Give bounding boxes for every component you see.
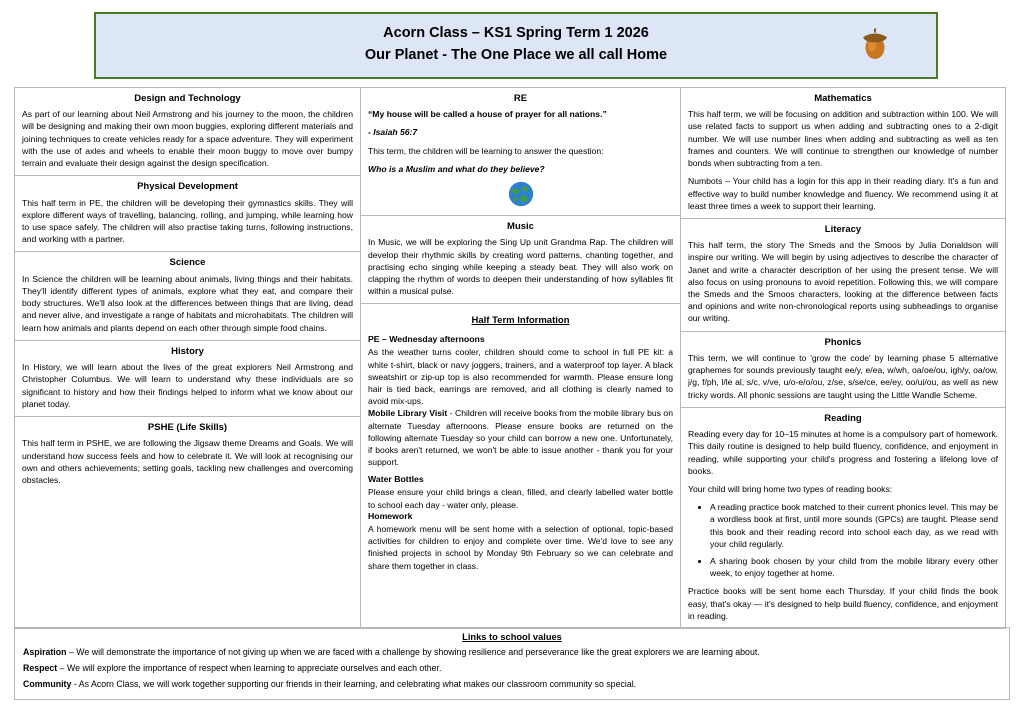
acorn-icon [856,23,894,63]
section-mathematics [680,87,1006,219]
half-term-item-mobile-library [368,407,673,468]
section-body: This half term, we will be focusing on addition and subtraction within 100. We will use related facts to support us when adding and subtracting ones to a 2-digit number. We will use number lines when adding and subtracting as well as ten frames and counters. We will continue to strengthen our knowledge of number bonds when subtracting from a ten. [688,109,998,169]
item-title: Water Bottles [368,474,424,485]
section-reading [680,407,1006,629]
item-body: - Children will receive books from the mobile library bus on alternate Tuesday afternoons. Please ensure books are returned on the following alternate Tuesday so your child can borrow a new one. Unfortunately, if books aren't returned, we won't be able to issue another - thank you for your support. [368,408,673,468]
section-heading: Literacy [824,223,862,235]
half-term-item-water-bottles [368,474,673,510]
section-heading: Reading [824,412,862,424]
list-item: • A sharing book chosen by your child from the mobile library every other week, to enjoy together at home. [710,555,998,579]
value-name: Community [23,678,72,689]
section-body: This half term, the story The Smeds and the Smoos by Julia Donaldson will inspire our writing. We will begin by using adjectives to describe the character of Janet and write a character description of her using the present tense. We will also focus on using pronouns to avoid repetition. Following this, we will compare the Smeds and the Smoos characters, looking at the difference between facts and opinions and write non-chronological reports using subheadings to organise our writing. [688,240,998,324]
re-question: Who is a Muslim and what do they believe? [368,163,545,174]
item-title: Mobile Library Visit [368,408,448,419]
half-term-item-pe [368,334,673,407]
half-term-title: Half Term Information [471,315,570,327]
section-body: This term, we will continue to 'grow the code' by learning phase 5 alternative graphemes for sounds previously taught ee/y, e/ea, w/wh, oa/oe/ou, igh/y, oa/ow, j/g, f/ph, l/le al, s/c, v/ve, u/o-e/o/ou, z/se, s/se/ce, ee/ey, oo/ui/ou, as well as new tricky words. All phonic sessions are taught using the Little Wandle Scheme. [688,353,998,400]
content-grid [14,87,1010,628]
item-body: Please ensure your child brings a clean, filled, and clearly labelled water bottle to school each day - water only, please. [368,487,673,510]
section-body: In Science the children will be learning about animals, living things and their habitats. They'll identify different types of animals, explore what they eat, and compare their body structures. We'll also look at the differences between things that are living, dead and never alive, and investigate a range of habitats and microhabitats. The children will learn how animals and plants depend on each other through simple food chains. [22,273,353,333]
middle-column [361,87,681,628]
section-pshe [14,416,361,629]
section-body: As part of our learning about Neil Armstrong and his journey to the moon, the children will be designing and making their own moon buggies, exploring different materials and joining techniques to create vehicles ready for a space adventure. They will experiment with the use of axles and wheels to enable their moon buggy to move over bumpy terrain and evaluate their design against the design specification. [22,109,353,169]
section-physical-development [14,175,361,252]
value-respect [23,662,1001,675]
section-heading: Music [507,221,534,233]
item-title: PE – Wednesday afternoons [368,334,485,345]
header-banner [94,12,938,79]
re-verse: “My house will be called a house of prayer for all nations.” [368,109,607,120]
section-re [360,87,681,216]
section-heading: Science [169,257,206,269]
section-music [360,215,681,304]
section-heading: History [171,345,204,357]
section-heading: Design and Technology [134,92,241,104]
section-heading: RE [513,92,528,104]
item-title: Homework [368,510,413,521]
value-text: – We will demonstrate the importance of not giving up when we are faced with a challenge by showing resilience and perseverance like the great explorers we are learning about. [66,647,760,658]
reading-book-list [688,501,998,579]
value-name: Aspiration [23,647,67,658]
section-body-numbots: Numbots – Your child has a login for this app in their reading diary. It's a fun and effective way to build number knowledge and fluency. We recommend using it at least three times a week to support their learning. [688,176,998,211]
section-phonics [680,331,1006,408]
footer-title: Links to school values [462,632,562,643]
section-body: Reading every day for 10–15 minutes at home is a compulsory part of homework. This daily routine is designed to help build fluency, confidence, and enjoyment in reading, while supporting your child's progress and fostering a lifelong love of books. [688,429,998,476]
section-body-intro: Your child will bring home two types of reading books: [688,483,893,494]
section-heading: PSHE (Life Skills) [147,421,228,433]
left-column [14,87,361,628]
value-name: Respect [23,662,58,673]
globe-icon [508,181,534,207]
section-science [14,251,361,340]
value-text: – We will explore the importance of respect when learning to appreciate ourselves and each other. [57,662,442,673]
section-body-closing: Practice books will be sent home each Thursday. If your child finds the book easy, that's okay — it's designed to help build fluency, confidence, and enjoyment in reading. [688,586,998,621]
section-body: This half term in PSHE, we are following the Jigsaw theme Dreams and Goals. We will understand how success feels and how to celebrate it. We will look at recognising our own and others achievements; setting goals, tackling new challenges and overcoming obstacles. [22,438,353,485]
section-heading: Phonics [824,336,862,348]
value-aspiration [23,646,1001,659]
section-half-term-information [360,303,681,629]
item-body: As the weather turns cooler, children should come to school in full PE kit: a white t-shirt, black or navy joggers, trainers, and a waterproof top layer. A black sweatshirt or zip-up top is also recommended for warmth. Please ensure long hair is tied back, earrings are removed, and all clothing is clearly named to avoid mix-ups. [368,347,673,407]
value-community [23,678,1001,691]
item-body: A homework menu will be sent home with a selection of optional, topic-based activities for children to enjoy and complete over time. We'd love to see any finished projects in school by Monday 9th February so we can celebrate and share them together in class. [368,523,673,571]
section-history [14,340,361,417]
section-heading: Physical Development [137,181,238,193]
list-item: • A reading practice book matched to their current phonics level. This may be a wordless book at first, until more sounds (GPCs) are taught. Please send this book and their reading record into school each day, as we read with your child regularly. [710,501,998,550]
section-body: In Music, we will be exploring the Sing Up unit Grandma Rap. The children will develop their rhythmic skills by creating word patterns, chanting together, and practising echo singing while keeping a steady beat. They will also work on clapping the rhythm of words to deepen their understanding of how syllables fit within a musical pulse. [368,237,673,297]
value-text: - As Acorn Class, we will work together supporting our friends in their learning, and celebrating what makes our classroom community so special. [71,678,637,689]
page-title: Acorn Class – KS1 Spring Term 1 2026 [383,25,649,41]
re-reference: - Isaiah 56:7 [368,127,418,138]
half-term-item-homework [368,511,673,572]
section-body: This half term in PE, the children will be developing their gymnastics skills. They will explore different ways of travelling, balancing, rolling, and jumping, while learning how to use space safely. The children will also practise taking turns, following instructions, and working with a partner. [22,197,353,245]
section-literacy [680,218,1006,332]
right-column [681,87,1006,628]
section-design-technology [14,87,361,176]
page-subtitle: Our Planet - The One Place we all call Home [364,47,668,64]
section-body: In History, we will learn about the lives of the great explorers Neil Armstrong and Christopher Columbus. We will learn to understand why these individuals are so significant to history and how their findings helped to inform what we know about our planet today. [22,362,353,409]
re-question-lead: This term, the children will be learning to answer the question: [368,145,604,156]
school-values-footer [14,627,1010,700]
section-heading: Mathematics [814,92,872,104]
